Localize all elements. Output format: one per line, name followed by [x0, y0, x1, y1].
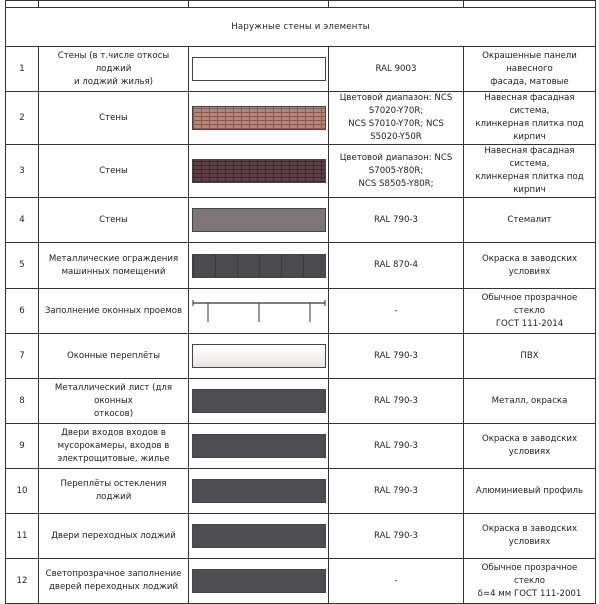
row-number: 10: [6, 469, 39, 514]
swatch-dark: [192, 524, 326, 548]
element-description: Стены: [39, 198, 189, 243]
swatch-dark: [192, 569, 326, 593]
swatch-dark-panel: [192, 254, 326, 278]
swatch-light: [192, 344, 326, 368]
row-number: 3: [6, 145, 39, 198]
swatch-dark: [192, 479, 326, 503]
material-swatch-cell: [189, 424, 329, 469]
table-row: [6, 424, 596, 469]
element-description: Двери переходных лоджий: [39, 514, 189, 559]
row-number: 6: [6, 289, 39, 334]
table-row: [6, 514, 596, 559]
element-description: Стены: [39, 145, 189, 198]
row-number: 11: [6, 514, 39, 559]
table-row: [6, 47, 596, 92]
color-code: RAL 870-4: [329, 243, 464, 289]
swatch-dark: [192, 389, 326, 413]
material-swatch-cell: [189, 145, 329, 198]
color-code: RAL 790-3: [329, 424, 464, 469]
color-code: RAL 790-3: [329, 334, 464, 379]
finishes-table: [5, 0, 596, 604]
element-description: Переплёты остекления лоджий: [39, 469, 189, 514]
table-row: [6, 289, 596, 334]
color-code: -: [329, 289, 464, 334]
material-swatch-cell: [189, 514, 329, 559]
row-number: 4: [6, 198, 39, 243]
color-code: RAL 9003: [329, 47, 464, 92]
material-swatch-cell: [189, 243, 329, 289]
color-code: Цветовой диапазон: NCS S7020-Y70R; NCS S7010-Y70R; NCS S5020-Y50R: [329, 92, 464, 145]
row-number: 7: [6, 334, 39, 379]
finish-note: Навесная фасадная система, клинкерная плитка под кирпич: [464, 92, 596, 145]
row-number: 8: [6, 379, 39, 424]
table-row: [6, 559, 596, 604]
table-row: [6, 334, 596, 379]
element-description: Металлический лист (для оконных откосов): [39, 379, 189, 424]
table-top-strip: [6, 1, 596, 8]
finish-note: Обычное прозрачное стекло ГОСТ 111-2014: [464, 289, 596, 334]
finish-note: Обычное прозрачное стекло δ=4 мм ГОСТ 111-2001: [464, 559, 596, 604]
finish-note: Алюминиевый профиль: [464, 469, 596, 514]
element-description: Стены: [39, 92, 189, 145]
material-swatch-cell: [189, 92, 329, 145]
row-number: 9: [6, 424, 39, 469]
swatch-window: [192, 298, 326, 324]
material-swatch-cell: [189, 469, 329, 514]
table-row: [6, 243, 596, 289]
element-description: Оконные переплёты: [39, 334, 189, 379]
material-swatch-cell: [189, 47, 329, 92]
row-number: 1: [6, 47, 39, 92]
swatch-dark: [192, 434, 326, 458]
finish-note: Металл, окраска: [464, 379, 596, 424]
material-swatch-cell: [189, 334, 329, 379]
table-title: Наружные стены и элементы: [6, 8, 596, 47]
finish-note: Окраска в заводских условиях: [464, 514, 596, 559]
finish-note: Окраска в заводских условиях: [464, 424, 596, 469]
element-description: Двери входов входов в мусорокамеры, входов в электрощитовые, жилье: [39, 424, 189, 469]
element-description: Светопрозрачное заполнение дверей переходных лоджий: [39, 559, 189, 604]
swatch-brick-light: [192, 106, 326, 130]
table-row: [6, 198, 596, 243]
color-code: RAL 790-3: [329, 379, 464, 424]
material-swatch-cell: [189, 559, 329, 604]
finish-note: Окраска в заводских условиях: [464, 243, 596, 289]
element-description: Стены (в т.числе откосы лоджий и лоджий жилья): [39, 47, 189, 92]
material-swatch-cell: [189, 198, 329, 243]
finish-note: Навесная фасадная система, клинкерная плитка под кирпич: [464, 145, 596, 198]
swatch-white-panel: [192, 57, 326, 81]
finish-note: Стемалит: [464, 198, 596, 243]
element-description: Заполнение оконных проемов: [39, 289, 189, 334]
material-swatch-cell: [189, 379, 329, 424]
swatch-brick-dark: [192, 159, 326, 183]
swatch-gray: [192, 208, 326, 232]
finish-note: ПВХ: [464, 334, 596, 379]
table-row: [6, 145, 596, 198]
color-code: -: [329, 559, 464, 604]
element-description: Металлические ограждения машинных помещений: [39, 243, 189, 289]
finish-note: Окрашенные панели навесного фасада, матовые: [464, 47, 596, 92]
table-row: [6, 469, 596, 514]
row-number: 5: [6, 243, 39, 289]
table-row: [6, 379, 596, 424]
table-row: [6, 92, 596, 145]
row-number: 12: [6, 559, 39, 604]
color-code: RAL 790-3: [329, 198, 464, 243]
color-code: Цветовой диапазон: NCS S7005-Y80R; NCS S8505-Y80R;: [329, 145, 464, 198]
material-swatch-cell: [189, 289, 329, 334]
row-number: 2: [6, 92, 39, 145]
color-code: RAL 790-3: [329, 469, 464, 514]
color-code: RAL 790-3: [329, 514, 464, 559]
